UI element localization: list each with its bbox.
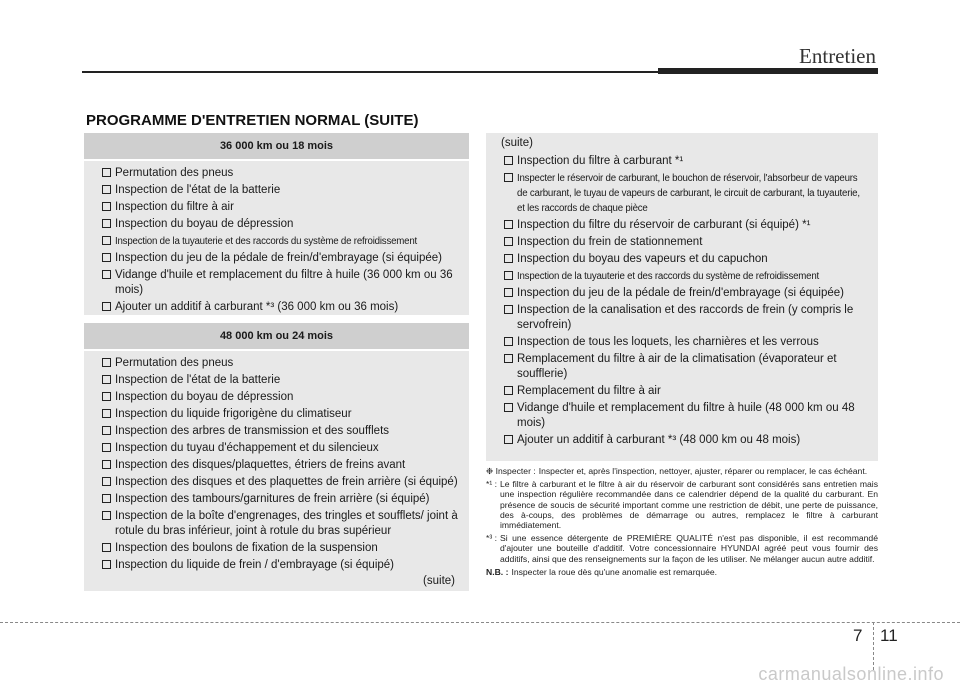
- checkbox-icon: [102, 494, 111, 503]
- checkbox-icon: [102, 392, 111, 401]
- section-title: Entretien: [799, 44, 876, 68]
- schedule-box-continued: [486, 133, 878, 461]
- checklist-item: Inspection des arbres de transmission et des soufflets: [94, 424, 459, 439]
- checklist-item: Inspection de la canalisation et des raccords de frein (y compris le servofrein): [496, 303, 868, 333]
- checklist-item: Inspection de la tuyauterie et des raccords du système de refroidissement: [496, 269, 868, 284]
- checkbox-icon: [504, 386, 513, 395]
- checklist-item: Vidange d'huile et remplacement du filtre à huile (36 000 km ou 36 mois): [94, 268, 459, 298]
- checkbox-icon: [102, 302, 111, 311]
- checkbox-icon: [102, 460, 111, 469]
- chapter-number: 7: [853, 626, 863, 645]
- checklist-item: Permutation des pneus: [94, 166, 459, 181]
- checkbox-icon: [504, 173, 513, 182]
- checkbox-icon: [504, 403, 513, 412]
- checkbox-icon: [504, 337, 513, 346]
- header-rule: [82, 71, 658, 73]
- checklist-item: Ajouter un additif à carburant *³ (48 000 km ou 48 mois): [496, 433, 868, 448]
- checklist-item: Inspection du frein de stationnement: [496, 235, 868, 250]
- checkbox-icon: [102, 270, 111, 279]
- checklist-item: Inspection du jeu de la pédale de frein/d'embrayage (si équipée): [496, 286, 868, 301]
- footer-rule: [0, 622, 960, 623]
- checkbox-icon: [102, 358, 111, 367]
- page-divider: [873, 622, 874, 670]
- footnote-inspect: ❉ Inspecter : Inspecter et, après l'inspection, nettoyer, ajuster, réparer ou remplacer, le cas échéant.: [486, 466, 868, 476]
- checklist-item: Ajouter un additif à carburant *³ (36 000 km ou 36 mois): [94, 300, 459, 315]
- checkbox-icon: [504, 305, 513, 314]
- checklist-item: Inspection de la tuyauterie et des raccords du système de refroidissement: [94, 234, 459, 249]
- schedule-box-48000: [84, 323, 469, 591]
- checkbox-icon: [102, 185, 111, 194]
- continued-label: (suite): [501, 137, 533, 149]
- page-title: PROGRAMME D'ENTRETIEN NORMAL (SUITE): [86, 112, 419, 129]
- checkbox-icon: [504, 220, 513, 229]
- checkbox-icon: [504, 156, 513, 165]
- checklist-item: Inspection du filtre à air: [94, 200, 459, 215]
- checklist-item: Remplacement du filtre à air: [496, 384, 868, 399]
- checkbox-icon: [504, 271, 513, 280]
- checklist-item: Inspection du tuyau d'échappement et du silencieux: [94, 441, 459, 456]
- schedule-box-title: 48 000 km ou 24 mois: [84, 323, 469, 351]
- checkbox-icon: [102, 511, 111, 520]
- checklist-item: Remplacement du filtre à air de la climatisation (évaporateur et soufflerie): [496, 352, 868, 382]
- checklist: [84, 161, 469, 322]
- checkbox-icon: [504, 237, 513, 246]
- checklist-item: Inspection du liquide de frein / d'embrayage (si équipé): [94, 558, 459, 573]
- checklist-item: Inspecter le réservoir de carburant, le bouchon de réservoir, l'absorbeur de vapeurs de carburant, le tuyau de vapeurs de carburant, le circuit de carburant, la tuyauterie, et les raccords de chaque pièce: [496, 171, 868, 216]
- checkbox-icon: [102, 409, 111, 418]
- footnote-1: *¹ : Le filtre à carburant et le filtre à air du réservoir de carburant sont considérés sans entretien mais une inspection régulière recommandée dans ce calendrier dépend de la qualité du carburant. En présence de soucis de sécurité important comme une restriction de débit, une perte de puissance, des à-coups, des problèmes de démarrage ou autres, remplacez le filtre à carburant immédiatement.: [486, 479, 878, 531]
- checklist-item: Inspection des disques et des plaquettes de frein arrière (si équipé): [94, 475, 459, 490]
- checklist-item: Inspection de l'état de la batterie: [94, 183, 459, 198]
- schedule-box-36000: [84, 133, 469, 315]
- footnotes: [486, 466, 878, 580]
- continued-label: (suite): [423, 575, 455, 587]
- checkbox-icon: [504, 254, 513, 263]
- footnote-3: *³ : Si une essence détergente de PREMIÈRE QUALITÉ n'est pas disponible, il est recommandé d'ajouter une bouteille d'additif. Votre concessionnaire HYUNDAI agréé peut vous fournir des additifs, ainsi que des renseignements sur la façon de les utiliser. Ne mélanger aucun autre additif.: [486, 533, 878, 564]
- checklist-item: Inspection de la boîte d'engrenages, des tringles et soufflets/ joint à rotule du bras inférieur, joint à rotule du bras supérieur: [94, 509, 459, 539]
- checklist-item: Inspection du boyau de dépression: [94, 217, 459, 232]
- checklist-item: Inspection du liquide frigorigène du climatiseur: [94, 407, 459, 422]
- checkbox-icon: [102, 236, 111, 245]
- watermark: carmanualsonline.info: [758, 664, 944, 684]
- checklist-item: Vidange d'huile et remplacement du filtre à huile (48 000 km ou 48 mois): [496, 401, 868, 431]
- checkbox-icon: [102, 253, 111, 262]
- checkbox-icon: [102, 560, 111, 569]
- checklist-item: Inspection du boyau des vapeurs et du capuchon: [496, 252, 868, 267]
- checklist: [84, 351, 469, 592]
- checkbox-icon: [102, 219, 111, 228]
- checkbox-icon: [102, 202, 111, 211]
- checklist-item: Inspection des disques/plaquettes, étriers de freins avant: [94, 458, 459, 473]
- checkbox-icon: [504, 354, 513, 363]
- checklist-item: Inspection du filtre du réservoir de carburant (si équipé) *¹: [496, 218, 868, 233]
- checklist-item: Inspection des boulons de fixation de la suspension: [94, 541, 459, 556]
- checkbox-icon: [102, 426, 111, 435]
- checkbox-icon: [102, 443, 111, 452]
- checkbox-icon: [102, 543, 111, 552]
- checklist-item: Inspection de tous les loquets, les charnières et les verrous: [496, 335, 868, 350]
- checklist-item: Inspection du filtre à carburant *¹: [496, 154, 868, 169]
- schedule-box-title: 36 000 km ou 18 mois: [84, 133, 469, 161]
- page-number: 11: [880, 626, 898, 645]
- checkbox-icon: [504, 435, 513, 444]
- checklist-item: Inspection du boyau de dépression: [94, 390, 459, 405]
- checkbox-icon: [102, 168, 111, 177]
- checklist-item: Permutation des pneus: [94, 356, 459, 371]
- checkbox-icon: [102, 477, 111, 486]
- footnote-nb: N.B. : Inspecter la roue dès qu'une anomalie est remarquée.: [486, 566, 718, 577]
- checkbox-icon: [102, 375, 111, 384]
- checkbox-icon: [504, 288, 513, 297]
- checklist-item: Inspection de l'état de la batterie: [94, 373, 459, 388]
- checklist-item: Inspection des tambours/garnitures de frein arrière (si équipé): [94, 492, 459, 507]
- header-bar: [658, 68, 878, 74]
- checklist: [486, 133, 878, 453]
- checklist-item: Inspection du jeu de la pédale de frein/d'embrayage (si équipée): [94, 251, 459, 266]
